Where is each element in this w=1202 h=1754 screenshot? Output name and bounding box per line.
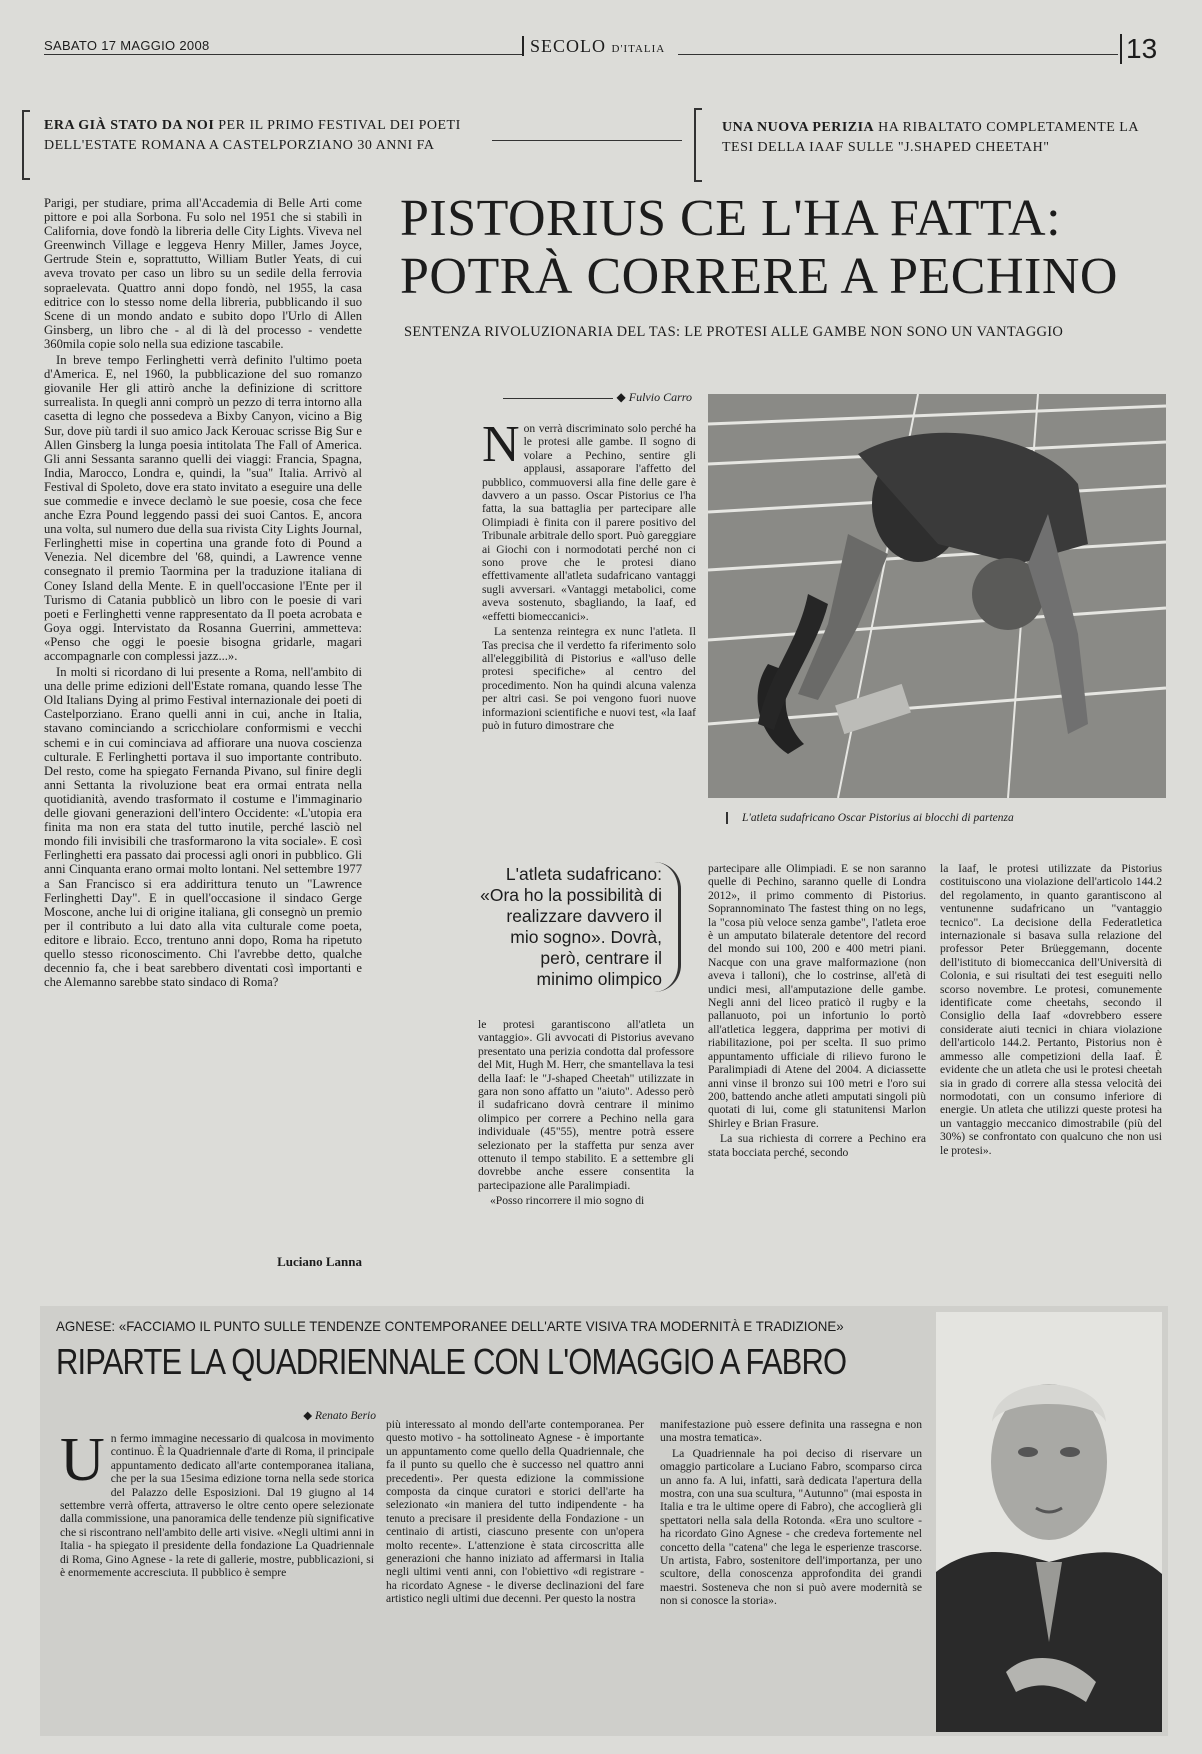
bottom-byline: ◆ Renato Berio [303, 1410, 376, 1422]
bottom-headline: RIPARTE LA QUADRIENNALE CON L'OMAGGIO A FABRO [56, 1341, 847, 1382]
main-headline [400, 190, 1170, 306]
main-article-col2 [478, 1018, 694, 1282]
kicker-left-bracket [22, 110, 30, 180]
main-article-paragraph: La sentenza reintegra ex nunc l'atleta. Il Tas precisa che il verdetto fa riferimento solo all'eleggibilità di Pistorius e «all'uso delle protesi specifiche» al centro del procedimento. Non ha quindi alcuna valenza per altri casi. Se poi vengono fuori nuove informazioni scientifiche e nuovi test, «la Iaaf può in futuro dimostrare che [482, 625, 696, 732]
bottom-article-paragraph: manifestazione può essere definita una rassegna e non una mostra tematica». [660, 1418, 922, 1445]
left-article-paragraph: In breve tempo Ferlinghetti verrà definito l'ultimo poeta d'America. E, nel 1960, la pubblicazione del suo romanzo giovanile Her gli attirò anche la definizione di scrittore surrealista. In quegli anni comprò un pezzo di terra intorno alla casetta di legno che possedeva a Bixby Canyon, vicino a Big Sur, dove più tardi il suo amico Jack Kerouac scrisse Big Sur e Allen Ginsberg la lunga poesia intitolata The Fall of America. Gli anni Sessanta saranno quelli dei viaggi: Francia, Spagna, India, Marocco, Londra e, quindi, la "sua" Italia. Arrivò al Festival di Spoleto, dove era stato invitato a eseguire una delle sue commedie e invece declamò le sue poesie, cosa che fece anche Ezra Pound leggendo passi dei suoi Cantos. E, ancora una volta, sul numero due della sua rivista City Lights Journal, Ferlinghetti mise in copertina una grande foto di Pound a Venezia. Nel dicembre del '68, quindi, a Lawrence venne consegnato il premio Taormina per la traduzione italiana di Coney Island della Mente. E in quell'occasione l'Ente per il Turismo di Catania pubblicò un libro con le poesie di vari poeti e Ferlinghetti venne rappresentato da Il poeta acrobata e Goya oggi. Intervistato da Rosanna Guerrini, ammetteva: «Penso che oggi le poesie bisogna gridarle, magari accompagnarle con complessi jazz...». [44, 353, 362, 663]
paper-name-small: D'ITALIA [611, 43, 666, 55]
byline-rule [503, 398, 613, 399]
main-headline-line2: POTRÀ CORRERE A PECHINO [400, 248, 1118, 305]
main-byline: ◆ Fulvio Carro [470, 390, 692, 405]
main-article-paragraph: La sua richiesta di correre a Pechino era stata bocciata perché, secondo [708, 1132, 926, 1159]
kicker-left [44, 116, 484, 156]
kicker-left-text: PER IL PRIMO FESTIVAL DEI POETI DELL'ESTATE ROMANA A CASTELPORZIANO 30 ANNI FA [44, 118, 461, 153]
bottom-drop-cap: U [60, 1432, 105, 1494]
portrait-photo [936, 1312, 1162, 1732]
page-number: 13 [1120, 34, 1157, 64]
masthead-rule-right [678, 54, 1118, 55]
main-headline-line1: PISTORIUS CE L'HA FATTA: [400, 190, 1062, 247]
main-article-paragraph: on verrà discriminato solo perché ha le protesi alle gambe. Il sogno di volare a Pechino, sentire gli applausi, assaporare l'affetto del pubblico, commuoversi alla fine delle gare è davvero a un passo. Oscar Pistorius ce l'ha fatta, la sua battaglia per partecipare alle Olimpiadi è finita con il parere positivo del Tribunale arbitrale dello sport. Può gareggiare ai Giochi con i normodotati perché non ci sono prove che le protesi diano effettivamente all'atleta sudafricano vantaggi sugli avversari. «Vantaggi metabolici, come aveva sostenuto, sbagliando, la Iaaf, ed «effetti biomeccanici». [482, 422, 696, 623]
drop-cap: N [482, 422, 520, 473]
photo-caption [726, 812, 1182, 824]
left-article-author: Luciano Lanna [277, 1254, 362, 1269]
main-subhead: SENTENZA RIVOLUZIONARIA DEL TAS: LE PROTESI ALLE GAMBE NON SONO UN VANTAGGIO [404, 324, 1064, 340]
bottom-article-col2 [386, 1418, 644, 1728]
bottom-article-col3 [660, 1418, 922, 1728]
main-article-col4 [940, 862, 1162, 1282]
bottom-byline-name: Renato Berio [315, 1410, 376, 1422]
left-article-paragraph: Parigi, per studiare, prima all'Accademia di Belle Arti come pittore e poi alla Sorbona. Fu solo nel 1951 che si stabilì in California, dove fondò la libreria delle City Lights. Viveva nel Greenwinch Village e leggeva Henry Miller, James Joyce, Gertrude Stein e, soprattutto, William Butler Yeats, di cui aveva trovato per caso un libro su un sedile della ferrovia sopraelevata. Quattro anni dopo fondò, nel 1955, la casa editrice con lo stesso nome della libreria, pubblicando il suo Scene di un mondo andato e subito dopo l'Urlo di Allen Ginsberg, un libro che - al di là del processo - vendette 360mila copie solo nella sua edizione tascabile. [44, 196, 362, 351]
bottom-article-paragraph: n fermo immagine necessario di qualcosa in movimento continuo. È la Quadriennale d'arte di Roma, il principale appuntamento dedicato all'arte contemporanea italiana, che per la sua 15esima edizione torna nella sede storica del Palazzo delle Esposizioni. Dal 19 giugno al 14 settembre verrà offerta, attraverso le oltre cento opere selezionate dalla commissione, una panoramica delle tendenze più significative che si riscontrano nell'ambito delle arti visive. «Negli ultimi anni in Italia - ha spiegato il presidente della fondazione La Quadriennale di Roma, Gino Agnese - la rete di gallerie, mostre, pubblicazioni, si è enormemente accresciuta. Il pubblico è sempre [60, 1432, 374, 1580]
main-byline-name: Fulvio Carro [628, 390, 692, 404]
masthead-date: SABATO 17 MAGGIO 2008 [44, 38, 210, 53]
pull-quote-bracket [654, 862, 681, 992]
main-article-col3 [708, 862, 926, 1282]
portrait-photo-svg [936, 1312, 1162, 1732]
athlete-photo-svg [708, 394, 1166, 798]
main-article-paragraph: la Iaaf, le protesi utilizzate da Pistorius costituiscono una violazione dell'articolo 144.2 del regolamento, in quanto garantiscono al ventunenne sudafricano un "vantaggio tecnico". La decisione della Federatletica internazionale si basava sulla relazione del professor Peter Brüeggemann, docente dell'istituto di biomeccanica dell'Università di Colonia, e sui risultati dei test eseguiti nello scorso novembre. Le protesi, comunemente identificate come cheetahs, secondo il Consiglio della Iaaf «dovrebbero essere considerate aiuti tecnici in chiara violazione dell'articolo 144.2. Pertanto, Pistorius non è ammesso alle competizioni della Iaaf. È evidente che un atleta che usi le protesi cheetah sia in grado di correre alla stessa velocità dei normodotati, con un consumo inferiore di energie. Un atleta che utilizzi queste protesi ha un vantaggio meccanico dimostrabile (più del 30%) se confrontato con qualcuno che non usi le protesi». [940, 862, 1162, 1157]
kicker-divider [492, 140, 682, 141]
bottom-article-paragraph: più interessato al mondo dell'arte contemporanea. Per questo motivo - ha sottolineato Agnese - è importante un appuntamento come quello della Quadriennale, che fa il punto su quello che è successo nel quattro anni precedenti». Per questa edizione la commissione composta da cinque curatori e storici dell'arte ha selezionato «in maniera del tutto indipendente - ha tenuto a precisare il presidente della Fondazione - un centinaio di artisti, ciascuno presente con un'opera molto recente». L'attenzione è stata circoscritta alle generazioni che hanno iniziato ad affermarsi in Italia negli ultimi venti anni, con l'obiettivo «di registrare - ha ricordato Agnese - le diverse declinazioni del fare artistico negli ultimi due decenni. Per questo la nostra [386, 1418, 644, 1606]
main-article-paragraph: partecipare alle Olimpiadi. E se non saranno quelle di Pechino, saranno quelle di Londra 2012», il primo commento di Pistorius. Soprannominato The fastest thing on no legs, la "cosa più veloce senza gambe", l'atleta eroe è un amputato bilaterale detentore del record del mondo sui 100, 200 e 400 metri piani. Nacque con una grave malformazione (non aveva i talloni), che lo costrinse, all'età di undici mesi, all'amputazione delle gambe. Negli anni del liceo praticò il rugby e la pallanuoto, poi un infortunio lo portò all'atletica leggera, dapprima per motivi di riabilitazione, poi per scelta. Il suo primo appuntamento ufficiale di rilievo furono le Paralimpiadi di Atene del 2004. A diciassette anni vinse il bronzo sui 100 metri e l'oro sui 200, battendo anche atleti amputati singoli più quotati di lui, come gli statunitensi Marlon Shirley e Brian Frasure. [708, 862, 926, 1130]
paper-name: SECOLO [522, 36, 606, 56]
left-article-body [44, 196, 362, 1246]
athlete-photo [708, 394, 1166, 798]
masthead-paper-name [522, 36, 665, 57]
pull-quote: L'atleta sudafricano: «Ora ho la possibilità di realizzare davvero il mio sogno». Dovrà, però, centrare il minimo olimpico [480, 864, 662, 989]
kicker-right-text: HA RIBALTATO COMPLETAMENTE LA TESI DELLA IAAF SULLE "J.SHAPED CHEETAH" [722, 120, 1139, 155]
left-article-paragraph: In molti si ricordano di lui presente a Roma, nell'ambito di una delle prime edizioni dell'Estate romana, quando lesse The Old Italians Dying al primo Festival internazionale dei poeti di Castelporziano. Erano quelli anni in cui, anche in Italia, stavano cominciando a scricchiolare conformismi e vecchi schemi e in cui cominciava ad affiorare una nuova coscienza culturale. E Ferlinghetti portava il suo importante contributo. Del resto, come ha spiegato Fernanda Pivano, sul finire degli anni Settanta la rivoluzione beat era ormai entrata nella quotidianità, avendo trasformato il costume e l'immaginario delle giovani generazioni dell'intero Occidente: «L'utopia era finita ma non era stata del tutto inutile, perché lasciò nel mondo fili invisibili che trasformarono la vita sociale». E così Ferlinghetti era passato dai processi agli onori in pubblico. Gli anni Cinquanta erano ormai molto lontani. Nel settembre 1977 a San Francisco si era addirittura tenuto un "Lawrence Ferlinghetti Day". E in quell'occasione il sindaco Gerge Moscone, anche lui di origine italiana, gli consegnò un premio per il contributo a lui dato alla vita culturale come poeta, editore e libraio. Ecco, trentuno anni dopo, Roma ha ripetuto quello stesso riconoscimento. Chi l'avrebbe detto, qualche decennio fa, che i beat sarebbero diventati così importanti e che Alemanno sarebbe stato sindaco di Roma? [44, 665, 362, 990]
bottom-article-col1 [60, 1432, 374, 1730]
main-article-col1 [482, 422, 696, 830]
kicker-right-bracket [694, 108, 702, 182]
photo-caption-text: L'atleta sudafricano Oscar Pistorius ai blocchi di partenza [742, 812, 1014, 824]
kicker-left-bold: ERA GIÀ STATO DA NOI [44, 118, 215, 133]
kicker-right [722, 118, 1142, 158]
kicker-right-bold: UNA NUOVA PERIZIA [722, 120, 875, 135]
main-article-paragraph: «Posso rincorrere il mio sogno di [490, 1194, 645, 1208]
bottom-kicker: AGNESE: «FACCIAMO IL PUNTO SULLE TENDENZE CONTEMPORANEE DELL'ARTE VISIVA TRA MODERNITÀ E TRADIZIONE» [56, 1318, 844, 1334]
masthead-rule-left [44, 54, 524, 55]
main-article-paragraph: le protesi garantiscono all'atleta un vantaggio». Gli avvocati di Pistorius avevano presentato una perizia condotta dal professore del Mit, Hugh M. Herr, che smantellava la tesi della Iaaf: le "J-shaped Cheetah" utilizzate in gara non sono affatto un "aiuto". Adesso però il sudafricano dovrà centrare il minimo olimpico per correre a Pechino nella gara individuale (45"55), mentre potrà essere selezionato per la staffetta pur senza aver ottenuto il tempo stabilito. E a settembre gli dovrebbe anche essere consentita la partecipazione alle Paralimpiadi. [478, 1018, 694, 1192]
bottom-article-paragraph: La Quadriennale ha poi deciso di riservare un omaggio particolare a Luciano Fabro, scomparso circa un anno fa. A lui, infatti, sarà dedicata l'apertura della mostra, con una sua scultura, "Autunno" (mai esposta in Italia e tra le ultime opere di Fabro), che accoglierà gli spettatori nella sala della Rotonda. «Era uno scultore - ha ricordato Gino Agnese - che credeva fortemente nel concetto della "catena" che lega le esperienze trascorse. Un artista, Fabro, sostenitore dell'importanza, per uno scultore, della conoscenza approfondita dei grandi maestri. Sosteneva che non si può avere modernità se non si conosce la storia». [660, 1446, 922, 1608]
